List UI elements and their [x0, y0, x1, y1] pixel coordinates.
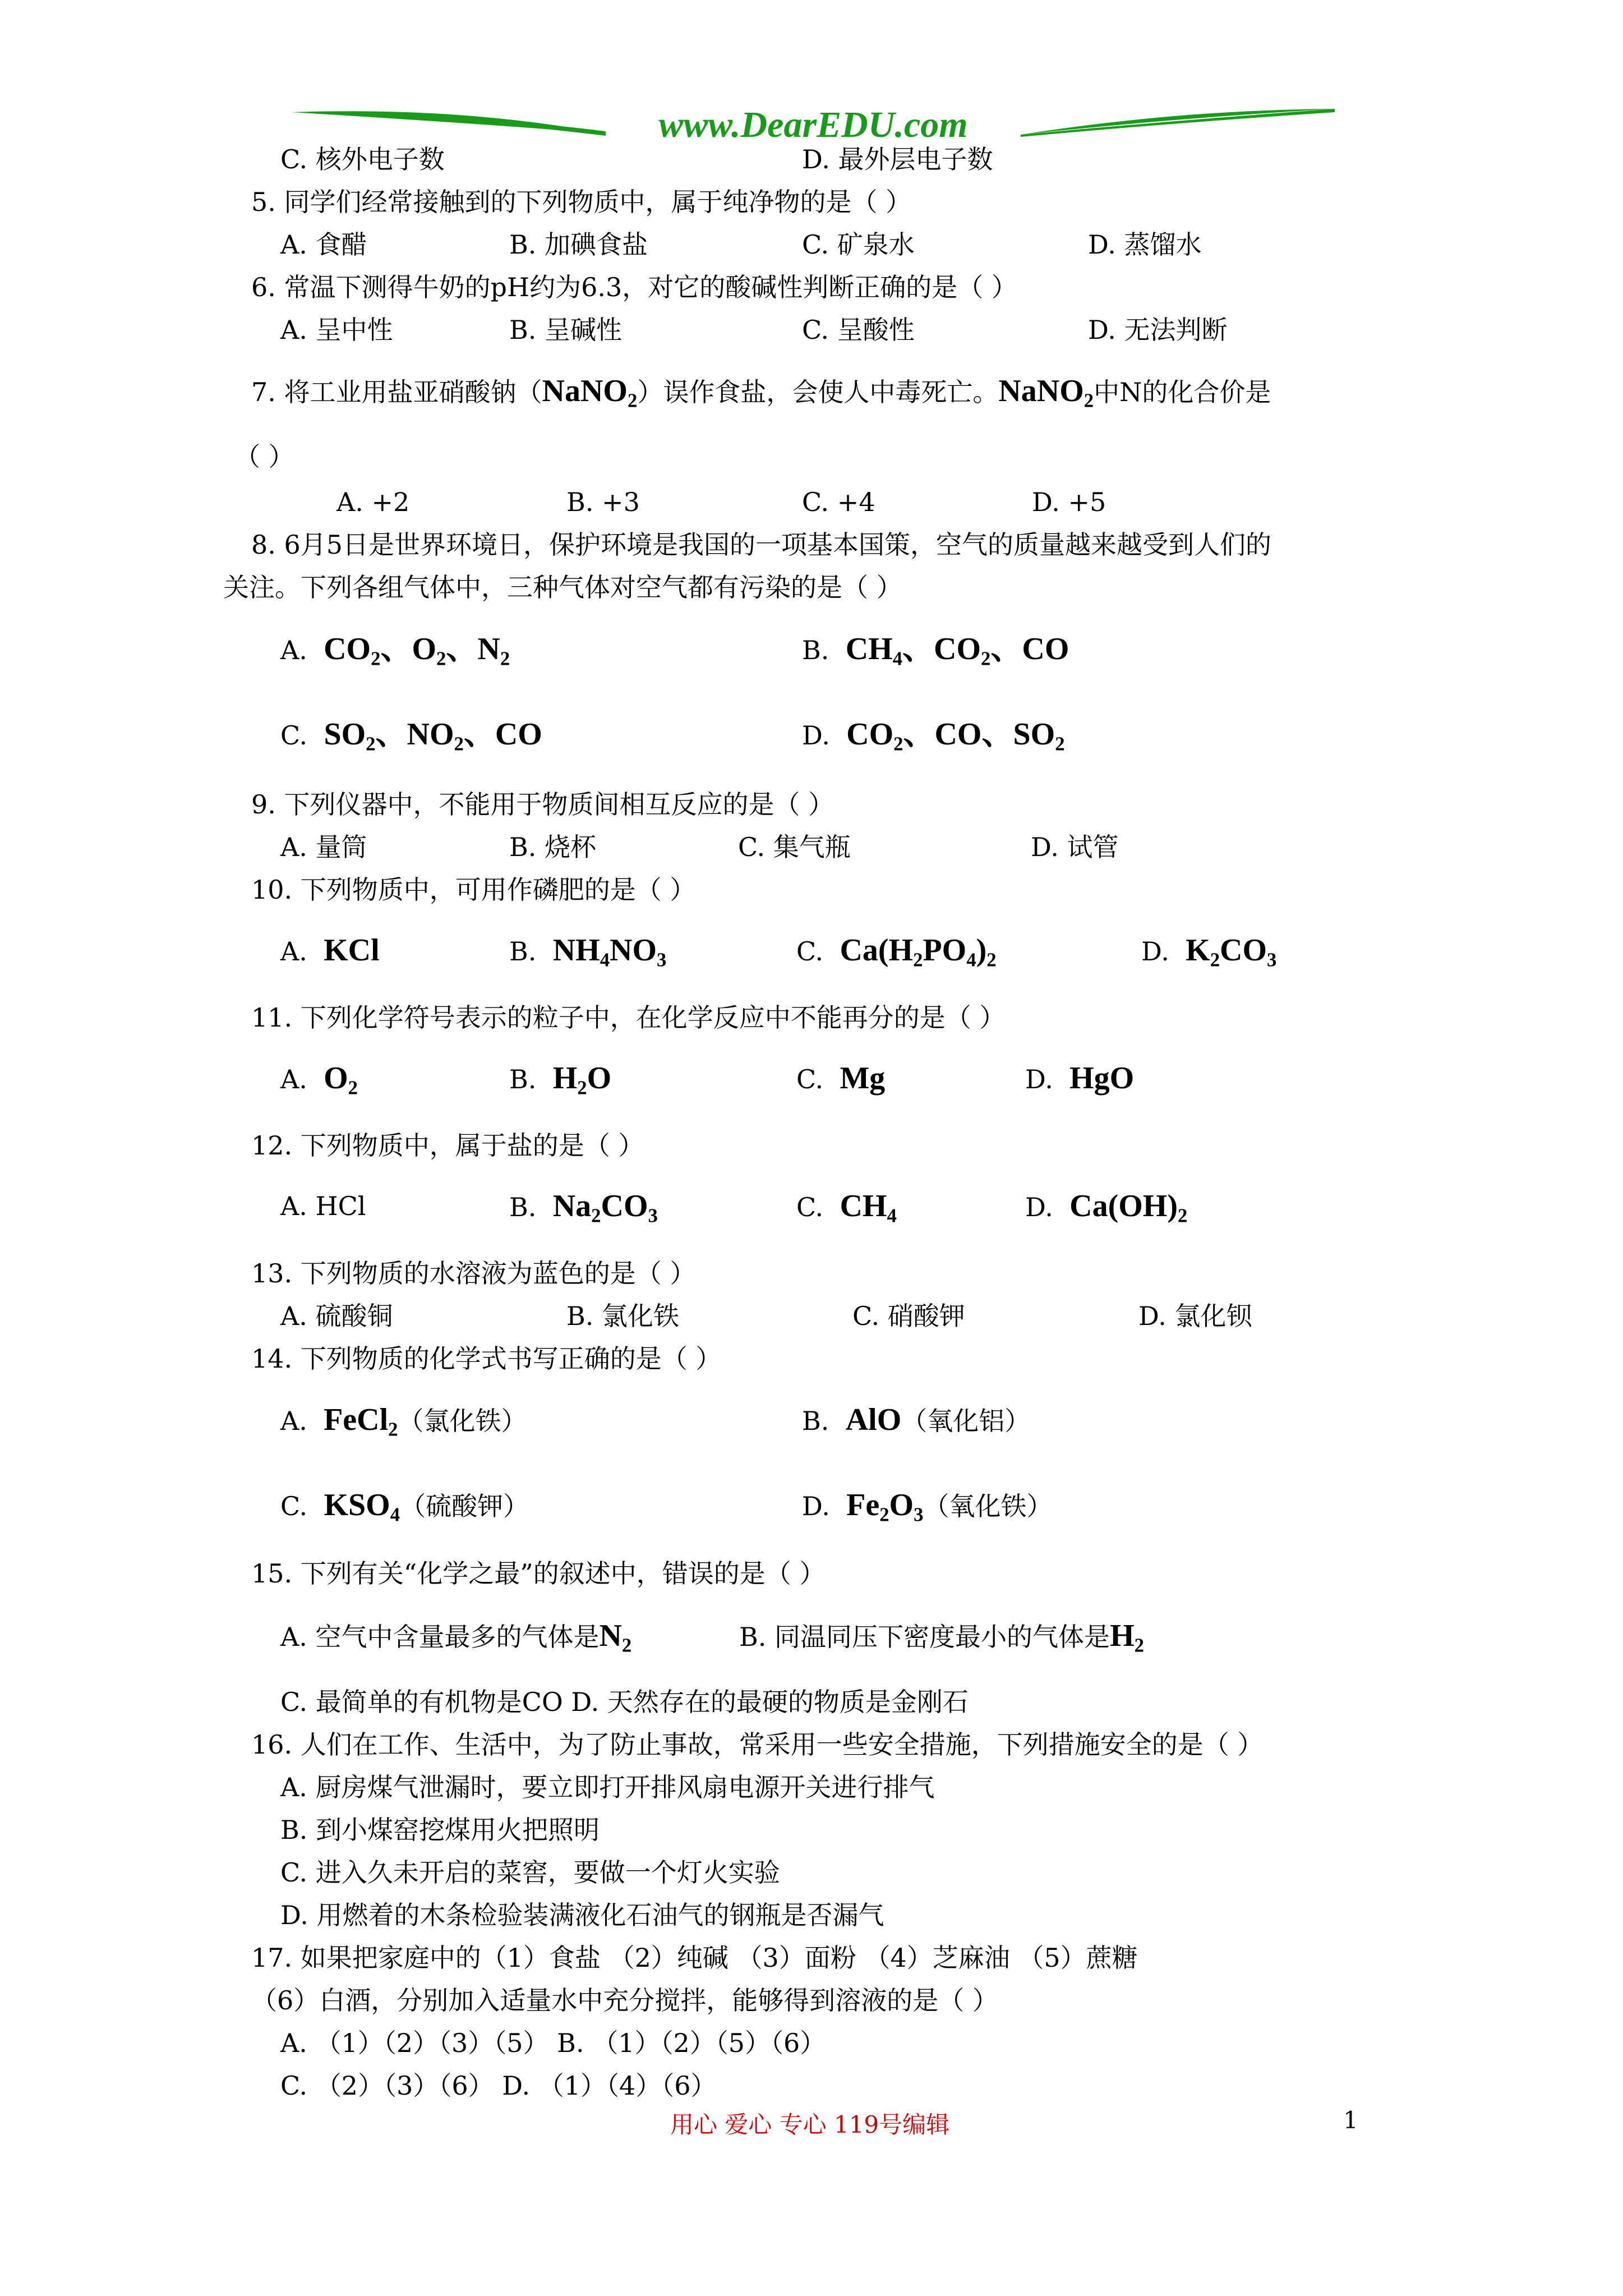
q6-option-d: D. 无法判断: [1088, 315, 1228, 345]
q8-option-c: C. $SO_2$、$NO_2$、CO: [280, 717, 542, 755]
q15-options-cd: C. 最简单的有机物是CO D. 天然存在的最硬的物质是金刚石: [280, 1687, 969, 1717]
q4-option-d: D. 最外层电子数: [802, 144, 993, 174]
q17-stem-line1: 17. 如果把家庭中的（1）食盐 （2）纯碱 （3）面粉 （4）芝麻油 （5）蔗糖: [251, 1943, 1138, 1973]
q7-stem: [251, 374, 1271, 412]
q14-option-d: D. $Fe_2O_3$（氧化铁）: [802, 1488, 1053, 1526]
q10-option-b: B. $NH_4NO_3$: [509, 933, 667, 971]
q5-stem: 5. 同学们经常接触到的下列物质中，属于纯净物的是（ ）: [251, 187, 912, 217]
q9-option-c: C. 集气瓶: [738, 832, 851, 862]
q8-option-d: D. $CO_2$、CO、$SO_2$: [802, 717, 1065, 755]
q7-formula-2: NaNO$_2$: [998, 374, 1094, 412]
q8-stem-line1: 8. 6月5日是世界环境日，保护环境是我国的一项基本国策，空气的质量越来越受到人们的: [251, 530, 1272, 560]
q5-option-b: B. 加碘食盐: [509, 229, 648, 260]
q12-option-a: A. HCl: [280, 1191, 366, 1221]
q14-stem: 14. 下列物质的化学式书写正确的是（ ）: [251, 1343, 722, 1374]
q16-option-c: C. 进入久未开启的菜窖，要做一个灯火实验: [280, 1857, 780, 1888]
q13-option-a: A. 硫酸铜: [280, 1301, 393, 1331]
q14-option-b: B. AlO（氧化铝）: [802, 1402, 1031, 1437]
q9-stem: 9. 下列仪器中，不能用于物质间相互反应的是（ ）: [251, 789, 834, 820]
q10-option-d: D. $K_2CO_3$: [1141, 933, 1277, 971]
q16-option-b: B. 到小煤窑挖煤用火把照明: [280, 1815, 600, 1845]
q9-option-d: D. 试管: [1031, 832, 1119, 862]
q11-option-a: A. $O_2$: [280, 1061, 358, 1099]
q14-option-c: C. $KSO_4$（硫酸钾）: [280, 1488, 529, 1526]
q16-stem: 16. 人们在工作、生活中，为了防止事故，常采用一些安全措施，下列措施安全的是（ ）: [251, 1729, 1264, 1760]
q8-option-b: B. $CH_4$、$CO_2$、CO: [802, 632, 1069, 670]
q10-stem: 10. 下列物质中，可用作磷肥的是（ ）: [251, 875, 696, 905]
q6-option-c: C. 呈酸性: [802, 315, 915, 345]
q7-text-1: 7. 将工业用盐亚硝酸钠（: [251, 377, 542, 407]
q7-answer-paren: （ ）: [234, 441, 294, 472]
q11-option-d: D. HgO: [1025, 1061, 1135, 1096]
q8-stem-line2: 关注。下列各组气体中，三种气体对空气都有污染的是（ ）: [223, 572, 902, 602]
q11-option-c: C. Mg: [796, 1061, 886, 1096]
q15-option-b: B. 同温同压下密度最小的气体是$H_2$: [739, 1618, 1144, 1657]
q7-text-2: ）误作食盐，会使人中毒死亡。: [637, 377, 999, 407]
q7-option-b: B. +3: [566, 487, 640, 517]
q13-option-c: C. 硝酸钾: [852, 1301, 965, 1331]
site-logo: www.DearEDU.com: [658, 104, 968, 145]
q6-option-b: B. 呈碱性: [509, 315, 623, 345]
q9-option-a: A. 量筒: [280, 832, 367, 862]
q17-options-ab: A. （1）（2）（3）（5） B. （1）（2）（5）（6）: [280, 2028, 826, 2058]
page-number: 1: [1343, 2106, 1358, 2134]
q7-option-c: C. +4: [802, 487, 875, 517]
q7-text-3: 中N的化合价是: [1094, 377, 1271, 407]
q15-option-a: A. 空气中含量最多的气体是$N_2$: [280, 1618, 632, 1657]
q17-stem-line2: （6）白酒，分别加入适量水中充分搅拌，能够得到溶液的是（ ）: [251, 1985, 998, 2016]
q12-option-d: D. $Ca(OH)_2$: [1025, 1189, 1188, 1227]
q12-option-c: C. $CH_4$: [796, 1189, 897, 1227]
q12-stem: 12. 下列物质中，属于盐的是（ ）: [251, 1130, 644, 1161]
q7-option-a: A. +2: [336, 487, 410, 517]
q16-option-d: D. 用燃着的木条检验装满液化石油气的钢瓶是否漏气: [280, 1900, 884, 1930]
q13-option-b: B. 氯化铁: [566, 1301, 680, 1331]
q11-option-b: B. $H_2O$: [509, 1061, 612, 1099]
q7-formula-1: NaNO$_2$: [542, 374, 638, 412]
q13-stem: 13. 下列物质的水溶液为蓝色的是（ ）: [251, 1258, 696, 1289]
q6-stem: 6. 常温下测得牛奶的pH约为6.3，对它的酸碱性判断正确的是（ ）: [251, 272, 1017, 302]
q17-options-cd: C. （2）（3）（6） D. （1）（4）（6）: [280, 2070, 717, 2101]
q5-option-d: D. 蒸馏水: [1088, 229, 1202, 260]
q4-option-c: C. 核外电子数: [280, 144, 445, 174]
q5-option-c: C. 矿泉水: [802, 229, 915, 260]
q14-option-a: A. FeCl$_2$（氯化铁）: [280, 1402, 527, 1441]
q10-option-c: C. $Ca(H_2PO_4)_2$: [796, 933, 997, 971]
q6-option-a: A. 呈中性: [280, 315, 393, 345]
q8-option-a: A. $CO_2$、$O_2$、$N_2$: [280, 632, 510, 670]
q15-stem: 15. 下列有关“化学之最”的叙述中，错误的是（ ）: [251, 1558, 826, 1589]
q12-option-b: B. $Na_2CO_3$: [509, 1189, 658, 1227]
q7-option-d: D. +5: [1032, 487, 1106, 517]
q10-option-a: A. KCl: [280, 933, 380, 968]
page-footer: 用心 爱心 专心 119号编辑: [670, 2111, 950, 2138]
q9-option-b: B. 烧杯: [509, 832, 597, 862]
q13-option-d: D. 氯化钡: [1138, 1301, 1252, 1331]
q16-option-a: A. 厨房煤气泄漏时，要立即打开排风扇电源开关进行排气: [280, 1772, 935, 1802]
q5-option-a: A. 食醋: [280, 229, 367, 260]
q11-stem: 11. 下列化学符号表示的粒子中，在化学反应中不能再分的是（ ）: [251, 1002, 1006, 1033]
